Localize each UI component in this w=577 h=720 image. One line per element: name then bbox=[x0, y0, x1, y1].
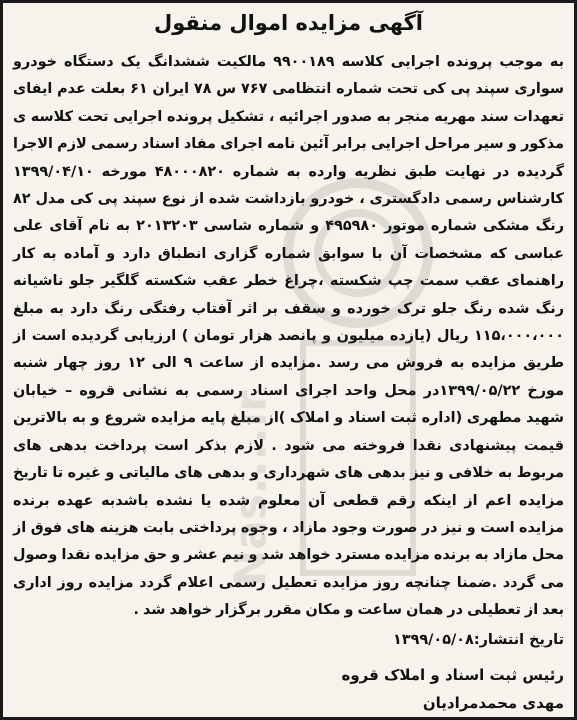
notice-title: آگهی مزایده اموال منقول bbox=[154, 11, 423, 35]
signer-role: رئیس ثبت اسناد و املاک قروه bbox=[341, 666, 564, 684]
publish-date: تاریخ انتشار:۱۳۹۹/۰۵/۰۸ bbox=[393, 632, 564, 648]
signature-block bbox=[341, 661, 564, 717]
notice-body: به موجب پرونده اجرایی کلاسه ۹۹۰۰۱۸۹ مالکیت ششدانگ یک دستگاه خودرو سواری سپند پی کی تحت شماره انتظامی ۷۶۷ س ۷۸ ایران ۶۱ بعلت عدم ایفای تعهدات سند مهریه منجر به صدور اجرائیه ، تشکیل پرونده اجرایی تحت کلاسه ی مذکور و سیر مراحل اجرایی برابر آئین نامه اجرای مفاد اسناد رسمی لازم الاجرا گردیده در نهایت طبق نظریه وارده به شماره ۴۸۰۰۰۸۲۰ مورخه ۱۳۹۹/۰۴/۱۰ کارشناس رسمی دادگستری ، خودرو بازداشت شده از نوع سپند پی کی مدل ۸۲ رنگ مشکی شماره موتور ۴۹۵۹۸۰ و شماره شاسی ۲۰۱۳۲۰۳ به نام آقای علی عباسی که مشخصات آن با سوابق شماره گزاری انطباق دارد و آماده به کار راهنمای عقب سمت چپ شکسته ،چراغ خطر عقب شکسته گلگیر جلو ناشیانه رنگ شده رنگ جلو ترک خورده و سقف بر اثر آفتاب رفتگی رنگ دارد به مبلغ ۱۱۵،۰۰۰،۰۰۰ ریال (یازده میلیون و پانصد هزار تومان ) ارزیابی گردیده است از طریق مزایده به فروش می رسد .مزایده از ساعت ۹ الی ۱۲ روز چهار شنبه مورخ ۱۳۹۹/۰۵/۲۲در محل واحد اجرای اسناد رسمی به نشانی قروه – خیابان شهید مطهری (اداره ثبت اسناد و املاک )از مبلغ پایه مزایده شروع و به بالاترین قیمت پیشنهادی نقدا فروخته می شود . لازم بذکر است پرداخت بدهی های مربوط به خلافی و نیز بدهی های شهرداری و بدهی های مالیاتی و غیره تا تاریخ مزایده اعم از اینکه رقم قطعی آن معلوم شده یا نشده باشدبه عهده برنده مزایده است و نیز در صورت وجود مازاد ، وجوه پرداختی بابت هزینه های فوق از محل مازاد به برنده مزایده مسترد خواهد شد و نیم عشر و حق مزایده نقدا وصول می گردد .ضمنا چنانچه روز مزایده تعطیل رسمی اعلام گردد مزایده روز اداری بعد از تعطیلی در همان ساعت و مکان مقرر برگزار خواهد شد . bbox=[13, 54, 565, 619]
watermark-text: Nas....ir bbox=[225, 390, 277, 587]
signer-name: مهدی محمدمرادیان bbox=[422, 694, 564, 712]
